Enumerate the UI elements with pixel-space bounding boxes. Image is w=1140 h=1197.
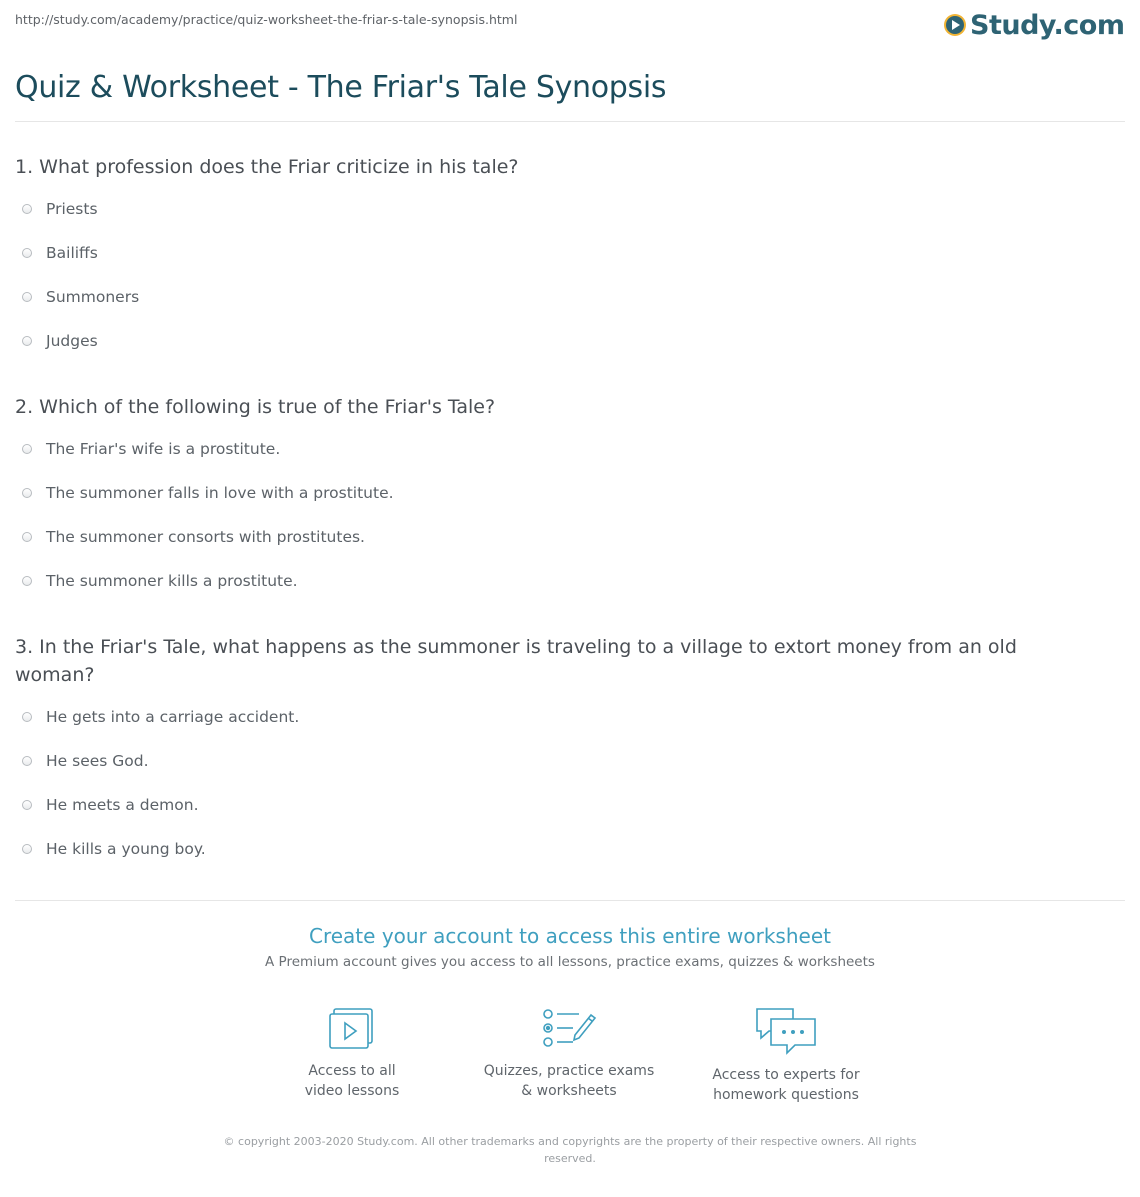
feature-experts [686, 1005, 886, 1105]
answer-option[interactable] [22, 200, 98, 218]
answer-label: The summoner consorts with prostitutes. [46, 528, 365, 546]
answer-label: Bailiffs [46, 244, 98, 262]
logo-text: Study.com [970, 9, 1125, 41]
page-url: http://study.com/academy/practice/quiz-worksheet-the-friar-s-tale-synopsis.html [15, 12, 518, 27]
answer-label: The Friar's wife is a prostitute. [46, 440, 281, 458]
radio-button[interactable] [22, 800, 32, 810]
radio-button[interactable] [22, 712, 32, 722]
answer-option[interactable] [22, 708, 299, 726]
radio-button[interactable] [22, 248, 32, 258]
feature-label-line1: Quizzes, practice exams [483, 1063, 655, 1079]
radio-button[interactable] [22, 844, 32, 854]
radio-button[interactable] [22, 336, 32, 346]
answer-label: The summoner falls in love with a prostitute. [46, 484, 394, 502]
question-1: 1. What profession does the Friar criticize in his tale? [15, 156, 519, 178]
radio-button[interactable] [22, 292, 32, 302]
answer-label: The summoner kills a prostitute. [46, 572, 298, 590]
answer-option[interactable] [22, 572, 298, 590]
feature-label-line2: homework questions [713, 1087, 859, 1103]
answer-label: Summoners [46, 288, 140, 306]
page-title: Quiz & Worksheet - The Friar's Tale Synopsis [15, 70, 667, 105]
answer-option[interactable] [22, 288, 139, 306]
feature-quizzes [469, 1005, 669, 1101]
answer-option[interactable] [22, 484, 394, 502]
feature-label-line1: Access to all [308, 1063, 396, 1079]
copyright-notice: © copyright 2003-2020 Study.com. All other trademarks and copyrights are the property of their respective owners. All rights reserved. [223, 1135, 917, 1165]
answer-option[interactable] [22, 332, 98, 350]
answer-option[interactable] [22, 796, 199, 814]
feature-label-line2: & worksheets [521, 1083, 617, 1099]
feature-label-line1: Access to experts for [712, 1067, 860, 1083]
answer-label: He gets into a carriage accident. [46, 708, 300, 726]
answer-option[interactable] [22, 440, 280, 458]
radio-button[interactable] [22, 204, 32, 214]
quiz-checklist-icon [539, 1005, 599, 1053]
create-account-link[interactable]: Create your account to access this entire worksheet [309, 924, 831, 948]
play-logo-icon [944, 14, 966, 36]
answer-label: Judges [46, 332, 98, 350]
cta-divider [15, 900, 1125, 901]
radio-button[interactable] [22, 532, 32, 542]
feature-video-lessons [252, 1005, 452, 1101]
title-divider [15, 121, 1125, 122]
answer-option[interactable] [22, 244, 98, 262]
answer-option[interactable] [22, 752, 149, 770]
answer-label: He kills a young boy. [46, 840, 206, 858]
radio-button[interactable] [22, 444, 32, 454]
answer-label: Priests [46, 200, 98, 218]
feature-label-line2: video lessons [304, 1083, 400, 1099]
answer-label: He meets a demon. [46, 796, 199, 814]
answer-option[interactable] [22, 840, 206, 858]
cta-subtitle: A Premium account gives you access to all lessons, practice exams, quizzes & worksheets [265, 954, 875, 970]
video-lessons-icon [324, 1005, 380, 1053]
question-2: 2. Which of the following is true of the Friar's Tale? [15, 396, 496, 418]
answer-label: He sees God. [46, 752, 149, 770]
answer-option[interactable] [22, 528, 365, 546]
question-3: 3. In the Friar's Tale, what happens as the summoner is traveling to a village to extort money from an old woman? [15, 636, 1017, 686]
radio-button[interactable] [22, 756, 32, 766]
study-logo[interactable] [944, 8, 1124, 42]
radio-button[interactable] [22, 576, 32, 586]
radio-button[interactable] [22, 488, 32, 498]
chat-experts-icon [753, 1005, 819, 1057]
